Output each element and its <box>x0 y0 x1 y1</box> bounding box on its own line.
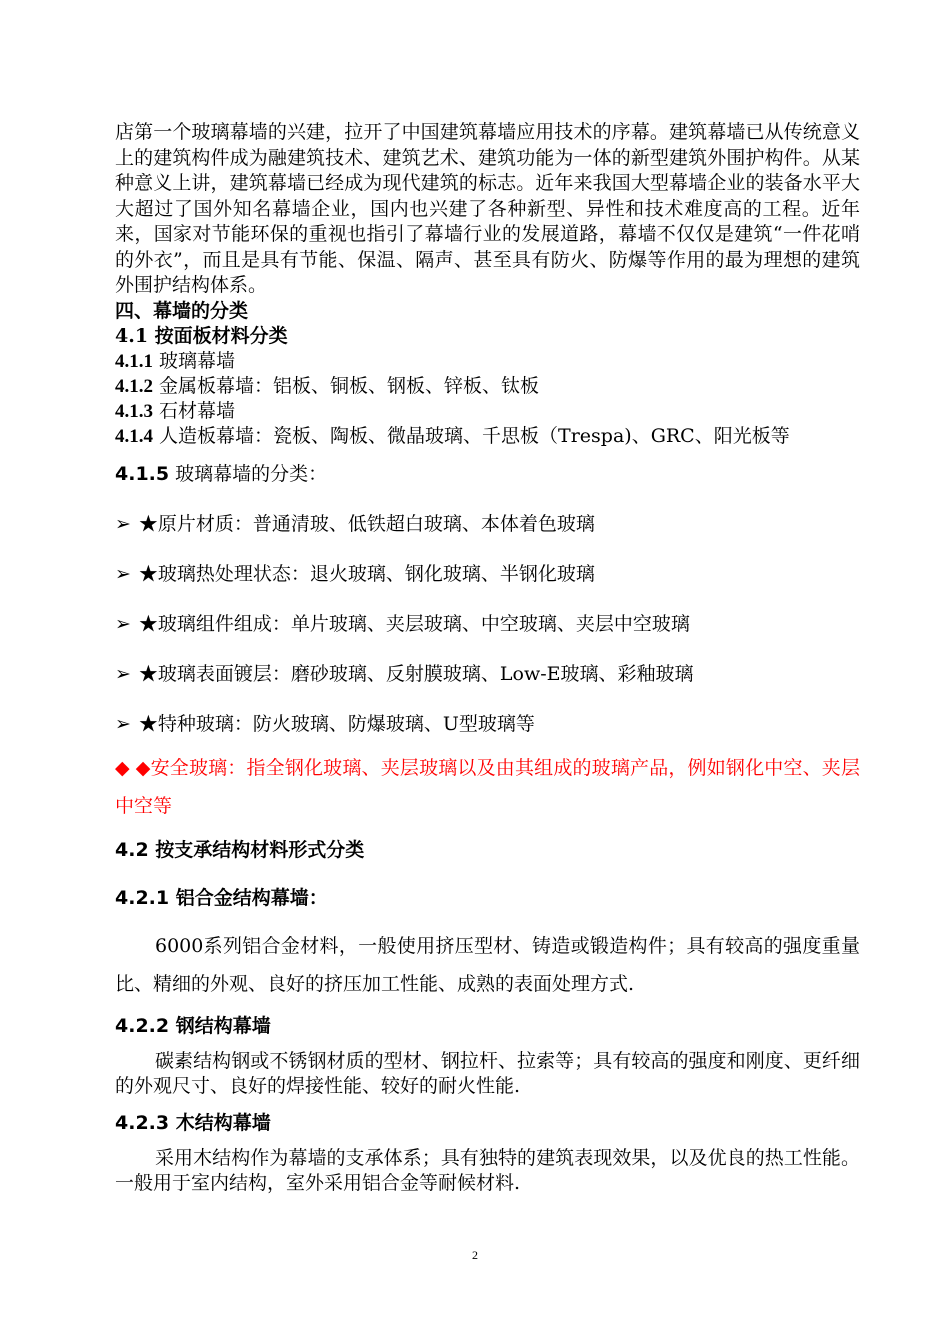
item-4-1-3 <box>115 399 860 424</box>
item-4-1-1 <box>115 349 860 374</box>
arrow-bullet-icon: ➢ <box>115 712 131 735</box>
section-4-1-heading: 4.1 按面板材料分类 <box>115 324 288 347</box>
section-4-2-heading: 4.2 按支承结构材料形式分类 <box>115 838 365 861</box>
section-4-1-5-heading <box>115 461 860 487</box>
section-4-2-2-body: 碳素结构钢或不锈钢材质的型材、钢拉杆、拉索等；具有较高的强度和刚度、更纤细的外观尺寸、良好的焊接性能、较好的耐火性能. <box>115 1049 860 1097</box>
bullet-text: ★特种玻璃：防火玻璃、防爆玻璃、U型玻璃等 <box>138 712 535 735</box>
item-text: 玻璃幕墙的分类： <box>175 462 328 485</box>
item-text: 玻璃幕墙 <box>159 349 236 372</box>
bullet-item <box>115 711 860 737</box>
item-4-1-4 <box>115 424 860 449</box>
section-4-heading: 四、幕墙的分类 <box>115 299 249 322</box>
safety-glass-note <box>115 749 860 825</box>
item-number: 4.1.4 <box>115 425 153 447</box>
arrow-bullet-icon: ➢ <box>115 512 131 535</box>
section-4-2-3-heading: 4.2.3 木结构幕墙 <box>115 1111 271 1134</box>
item-number: 4.1.2 <box>115 375 153 397</box>
intro-paragraph: 店第一个玻璃幕墙的兴建，拉开了中国建筑幕墙应用技术的序幕。建筑幕墙已从传统意义上的建筑构件成为融建筑技术、建筑艺术、建筑功能为一体的新型建筑外围护构件。从某种意义上讲，建筑幕墙已经成为现代建筑的标志。近年来我国大型幕墙企业的装备水平大大超过了国外知名幕墙企业，国内也兴建了各种新型、异性和技术难度高的工程。近年来，国家对节能环保的重视也指引了幕墙行业的发展道路，幕墙不仅仅是建筑“一件花哨的外衣”，而且是具有节能、保温、隔声、甚至具有防火、防爆等作用的最为理想的建筑外围护结构体系。 <box>115 121 860 296</box>
bullet-item <box>115 511 860 537</box>
bullet-item <box>115 611 860 637</box>
bullet-text: ★玻璃热处理状态：退火玻璃、钢化玻璃、半钢化玻璃 <box>138 562 595 585</box>
item-number: 4.1.3 <box>115 400 153 422</box>
arrow-bullet-icon: ➢ <box>115 612 131 635</box>
bullet-item <box>115 561 860 587</box>
section-4-2-1-body: 6000系列铝合金材料，一般使用挤压型材、铸造或锻造构件；具有较高的强度重量比、精细的外观、良好的挤压加工性能、成熟的表面处理方式. <box>115 934 860 995</box>
bullet-text: ★原片材质：普通清玻、低铁超白玻璃、本体着色玻璃 <box>138 512 595 535</box>
arrow-bullet-icon: ➢ <box>115 662 131 685</box>
arrow-bullet-icon: ➢ <box>115 562 131 585</box>
section-4-2-3-body: 采用木结构作为幕墙的支承体系；具有独特的建筑表现效果，以及优良的热工性能。一般用于室内结构，室外采用铝合金等耐候材料. <box>115 1146 860 1194</box>
bullet-text: ★玻璃表面镀层：磨砂玻璃、反射膜玻璃、Low-E玻璃、彩釉玻璃 <box>138 662 694 685</box>
diamond-bullet-icon: ◆ <box>115 756 130 779</box>
section-4-2-1-heading: 4.2.1 铝合金结构幕墙： <box>115 886 328 909</box>
item-4-1-2 <box>115 374 860 399</box>
safety-text: ◆安全玻璃：指全钢化玻璃、夹层玻璃以及由其组成的玻璃产品，例如钢化中空、夹层中空等 <box>115 756 860 817</box>
bullet-text: ★玻璃组件组成：单片玻璃、夹层玻璃、中空玻璃、夹层中空玻璃 <box>138 612 690 635</box>
item-text: 人造板幕墙：瓷板、陶板、微晶玻璃、千思板（Trespa)、GRC、阳光板等 <box>159 424 790 447</box>
item-number: 4.1.5 <box>115 462 170 485</box>
page-content <box>115 120 860 1197</box>
section-4-2-2-heading: 4.2.2 钢结构幕墙 <box>115 1014 271 1037</box>
item-text: 石材幕墙 <box>159 399 236 422</box>
item-number: 4.1.1 <box>115 350 153 372</box>
page-number: 2 <box>472 1248 478 1262</box>
item-text: 金属板幕墙：铝板、铜板、钢板、锌板、钛板 <box>159 374 540 397</box>
bullet-item <box>115 661 860 687</box>
